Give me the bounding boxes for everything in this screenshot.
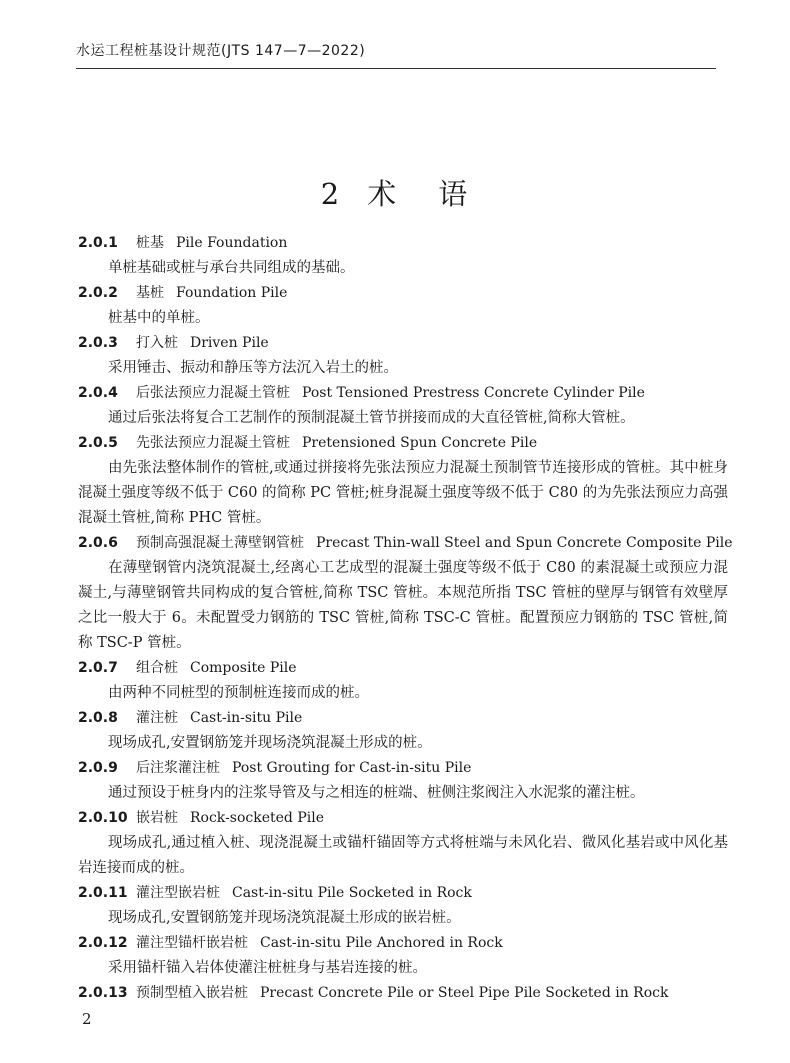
term-number: 2.0.11 [78,885,128,901]
term-number: 2.0.8 [78,710,118,726]
running-header: 水运工程桩基设计规范(JTS 147—7—2022) [76,43,366,59]
term-definition: 采用锤击、振动和静压等方法沉入岩土的桩。 [108,360,398,376]
term-entry [78,656,728,706]
term-number: 2.0.12 [78,935,128,951]
term-heading [78,531,733,556]
term-entry [78,931,728,981]
term-chinese: 预制高强混凝土薄壁钢管桩 [136,535,304,551]
term-english: Pile Foundation [176,235,288,251]
term-heading [78,981,728,1006]
term-number: 2.0.7 [78,660,118,676]
term-heading [78,806,728,831]
term-entry [78,231,728,281]
term-entry [78,806,728,881]
term-heading [78,381,728,406]
term-heading [78,431,728,456]
term-english: Foundation Pile [176,285,288,301]
term-english: Precast Concrete Pile or Steel Pipe Pile Socketed in Rock [260,985,669,1001]
term-english: Cast-in-situ Pile [190,710,303,726]
term-english: Precast Thin-wall Steel and Spun Concrete Composite Pile [316,535,733,551]
term-definition: 通过后张法将复合工艺制作的预制混凝土管节拼接而成的大直径管桩,简称大管桩。 [108,410,635,426]
term-heading [78,656,728,681]
page-number: 2 [82,1010,92,1028]
term-definition: 单桩基础或桩与承台共同组成的基础。 [108,260,355,276]
term-chinese: 预制型植入嵌岩桩 [136,985,248,1001]
term-english: Cast-in-situ Pile Anchored in Rock [260,935,503,951]
term-entry [78,381,728,431]
term-definition: 桩基中的单桩。 [108,310,210,326]
term-chinese: 后张法预应力混凝土管桩 [136,385,290,401]
chapter-title-char-1: 术 [367,177,399,211]
term-chinese: 嵌岩桩 [136,810,178,826]
chapter-number: 2 [320,177,342,211]
term-entry [78,706,728,756]
term-definition: 现场成孔,安置钢筋笼并现场浇筑混凝土形成的桩。 [108,735,432,751]
term-english: Post Tensioned Prestress Concrete Cylinder Pile [302,385,645,401]
term-definition: 现场成孔,通过植入桩、现浇混凝土或锚杆锚固等方式将桩端与未风化岩、微风化基岩或中风化基岩连接而成的桩。 [78,835,728,876]
term-entry [78,981,728,1006]
chapter-title-char-2: 语 [438,177,470,211]
term-number: 2.0.1 [78,235,118,251]
term-chinese: 打入桩 [136,335,178,351]
term-entry [78,281,728,331]
term-definition: 通过预设于桩身内的注浆导管及与之相连的桩端、桩侧注浆阀注入水泥浆的灌注桩。 [108,785,645,801]
term-heading [78,881,728,906]
term-heading [78,231,728,256]
term-chinese: 灌注型嵌岩桩 [136,885,220,901]
term-english: Cast-in-situ Pile Socketed in Rock [232,885,472,901]
term-number: 2.0.4 [78,385,118,401]
term-chinese: 先张法预应力混凝土管桩 [136,435,290,451]
term-english: Post Grouting for Cast-in-situ Pile [232,760,472,776]
term-english: Rock-socketed Pile [190,810,324,826]
term-chinese: 桩基 [136,235,164,251]
term-number: 2.0.5 [78,435,118,451]
term-chinese: 后注浆灌注桩 [136,760,220,776]
term-definition: 在薄壁钢管内浇筑混凝土,经离心工艺成型的混凝土强度等级不低于 C80 的素混凝土或预应力混凝土,与薄壁钢管共同构成的复合管桩,简称 TSC 管桩。本规范所指 TSC 管桩的壁厚与钢管有效壁厚之比一般大于 6。未配置受力钢筋的 TSC 管桩,简称 TSC-C 管桩。配置预应力钢筋的 TSC 管桩,简称 TSC-P 管桩。 [78,560,728,651]
chapter-title [0,172,790,213]
term-definition: 由先张法整体制作的管桩,或通过拼接将先张法预应力混凝土预制管节连接形成的管桩。其中桩身混凝土强度等级不低于 C60 的简称 PC 管桩;桩身混凝土强度等级不低于 C80 的为先张法预应力高强混凝土管桩,简称 PHC 管桩。 [78,460,728,526]
term-definition: 现场成孔,安置钢筋笼并现场浇筑混凝土形成的嵌岩桩。 [108,910,461,926]
term-definition: 采用锚杆锚入岩体使灌注桩桩身与基岩连接的桩。 [108,960,427,976]
term-number: 2.0.6 [78,535,118,551]
term-entry [78,331,728,381]
term-entry [78,756,728,806]
term-definition: 由两种不同桩型的预制桩连接而成的桩。 [108,685,369,701]
term-heading [78,706,728,731]
term-entry [78,881,728,931]
term-entry [78,531,733,656]
term-chinese: 灌注型锚杆嵌岩桩 [136,935,248,951]
term-english: Driven Pile [190,335,269,351]
term-chinese: 灌注桩 [136,710,178,726]
term-chinese: 组合桩 [136,660,178,676]
term-chinese: 基桩 [136,285,164,301]
term-number: 2.0.13 [78,985,128,1001]
term-number: 2.0.10 [78,810,128,826]
term-entry [78,431,728,531]
term-number: 2.0.3 [78,335,118,351]
term-heading [78,756,728,781]
terms-list [78,231,733,1006]
term-heading [78,931,728,956]
header-rule [76,68,716,69]
term-number: 2.0.9 [78,760,118,776]
term-english: Composite Pile [190,660,297,676]
term-heading [78,281,728,306]
term-heading [78,331,728,356]
term-number: 2.0.2 [78,285,118,301]
term-english: Pretensioned Spun Concrete Pile [302,435,538,451]
